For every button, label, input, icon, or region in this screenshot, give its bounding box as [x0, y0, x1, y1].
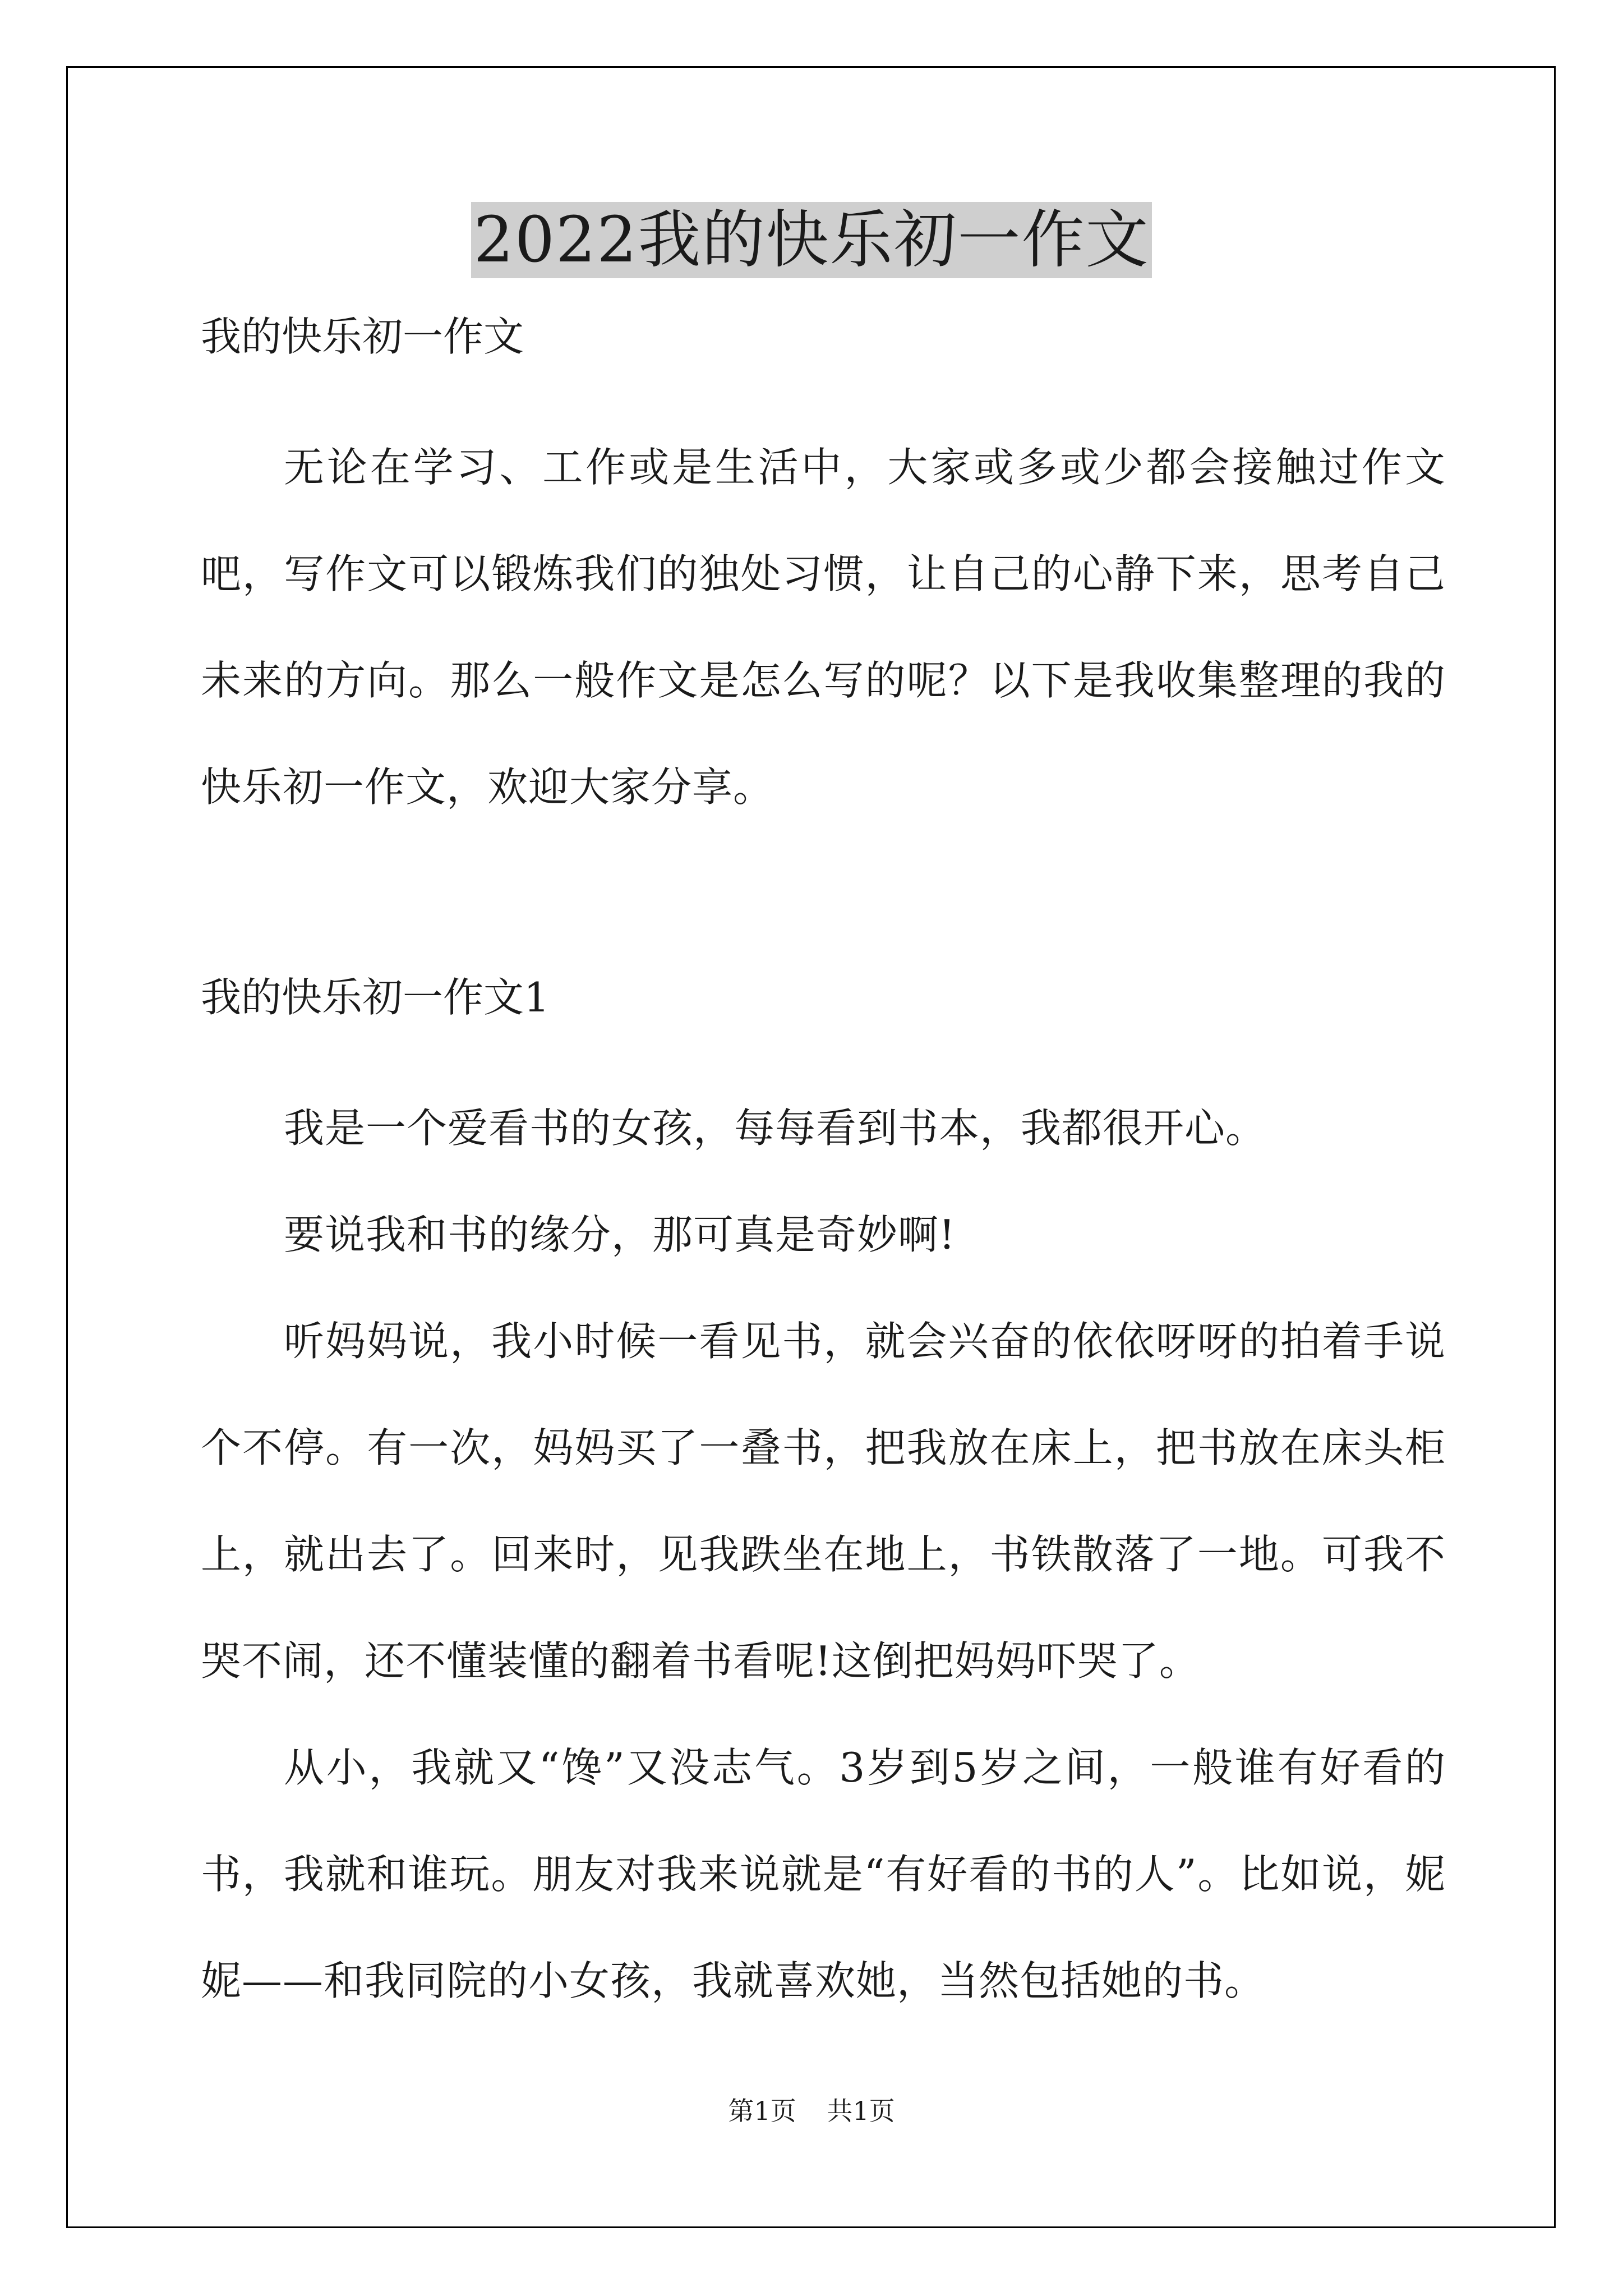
document-body [201, 314, 1446, 2034]
essay-heading: 我的快乐初一作文1 [201, 974, 550, 1021]
body-paragraph: 听妈妈说，我小时候一看见书，就会兴奋的依依呀呀的拍着手说个不停。有一次，妈妈买了一叠书，把我放在床上，把书放在床头柜上，就出去了。回来时，见我跌坐在地上，书铁散落了一地。可我不哭不闹，还不懂装懂的翻着书看呢!这倒把妈妈吓哭了。 [201, 1318, 1446, 1685]
page-footer [0, 2095, 1623, 2127]
intro-paragraph: 无论在学习、工作或是生活中，大家或多或少都会接触过作文吧，写作文可以锻炼我们的独处习惯，让自己的心静下来，思考自己未来的方向。那么一般作文是怎么写的呢？以下是我收集整理的我的快乐初一作文，欢迎大家分享。 [201, 444, 1446, 811]
page-total: 共1页 [827, 2096, 895, 2126]
body-paragraph: 要说我和书的缘分，那可真是奇妙啊! [284, 1211, 956, 1258]
title-container [0, 202, 1623, 278]
document-title: 2022我的快乐初一作文 [471, 202, 1151, 278]
section-heading: 我的快乐初一作文 [201, 313, 524, 360]
page-number: 第1页 [728, 2096, 796, 2126]
body-paragraph: 我是一个爱看书的女孩，每每看到书本，我都很开心。 [284, 1105, 1267, 1152]
body-paragraph: 从小，我就又“馋”又没志气。3岁到5岁之间，一般谁有好看的书，我就和谁玩。朋友对我来说就是“有好看的书的人”。比如说，妮妮——和我同院的小女孩，我就喜欢她，当然包括她的书。 [201, 1744, 1446, 2004]
